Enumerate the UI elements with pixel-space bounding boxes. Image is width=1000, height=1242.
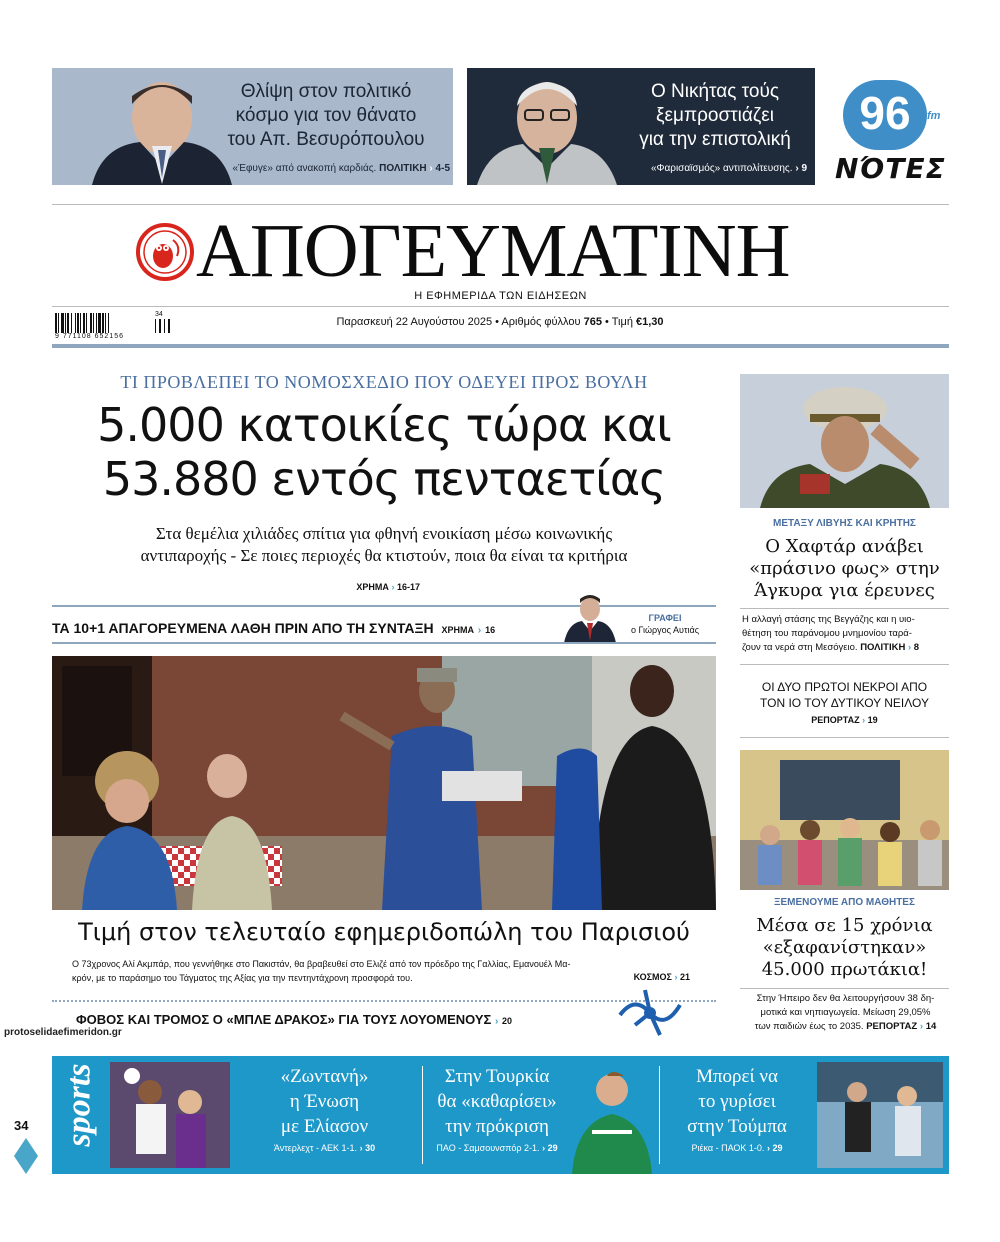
lead-pages: 16-17	[396, 582, 420, 592]
side2-headline[interactable]	[740, 679, 949, 711]
strip1[interactable]	[52, 620, 495, 636]
sport-title-line: θα «καθαρίσει»	[437, 1091, 557, 1112]
radio-name: ΝΌΤΕΣ	[835, 152, 946, 185]
paris-body-line: κρόν, με το παράσημο του Τάγματος της Αξίας για την πεντηντάχρονη προσφορά του.	[72, 973, 413, 983]
barcode-bar	[159, 319, 161, 333]
barcode-bar	[98, 313, 101, 333]
promo-pages: 9	[801, 163, 807, 174]
sports-photo-paok	[817, 1062, 943, 1168]
barcode-bar	[96, 313, 97, 333]
promo-sub: «Φαρισαϊσμός» αντιπολίτευσης.	[650, 163, 793, 174]
divider	[52, 306, 949, 307]
sport-item-paok[interactable]	[662, 1064, 812, 1153]
lead-deck	[52, 523, 716, 567]
barcode-bar	[83, 313, 85, 333]
side3-headline-line: Μέσα σε 15 χρόνια	[756, 915, 933, 936]
promo-title-line: κόσμο για τον θάνατο	[235, 105, 417, 126]
owl-emblem-icon	[135, 222, 195, 282]
lead-headline-line: 5.000 κατοικίες τώρα και	[97, 398, 671, 452]
sport-score: Άντερλεχτ - ΑΕΚ 1-1.	[273, 1143, 358, 1153]
sport-score: Ριέκα - ΠΑΟΚ 1-0.	[691, 1143, 765, 1153]
side1-body-line: Η αλλαγή στάσης της Βεγγάζης και η υιο-	[742, 614, 915, 625]
paris-body-line: Ο 73χρονος Αλί Ακμπάρ, που γεννήθηκε στο Πακιστάν, θα βραβευθεί στο Ελιζέ από τον πρόεδρο της Γαλλίας, Εμανουέλ Μα-	[72, 959, 571, 969]
lead-ref[interactable]	[300, 582, 420, 592]
author-photo	[560, 593, 620, 643]
sports-band	[52, 1056, 949, 1174]
masthead-title: ΑΠΟΓΕΥΜΑΤΙΝΗ	[196, 209, 790, 293]
barcode-bar	[90, 313, 92, 333]
issue-number: 765	[583, 316, 602, 328]
paris-headline[interactable]: Τιμή στον τελευταίο εφημεριδοπώλη του Παρισιού	[78, 918, 690, 946]
arrow-icon: ›	[391, 582, 395, 592]
strip2-page: 20	[501, 1016, 512, 1026]
price-label: • Τιμή	[605, 316, 633, 328]
sport-page: 30	[365, 1143, 376, 1153]
barcode-bar	[164, 319, 165, 333]
promo-title-line: Ο Νικήτας τούς	[650, 81, 780, 102]
dateline	[300, 316, 700, 328]
side2-headline-line: ΟΙ ΔΥΟ ΠΡΩΤΟΙ ΝΕΚΡΟΙ ΑΠΟ	[761, 680, 928, 694]
sport-title-line: Στην Τουρκία	[444, 1066, 550, 1087]
watermark: protoselidaefimeridon.gr	[4, 1027, 122, 1038]
arrow-icon: ›	[766, 1143, 770, 1153]
sport-item-aek[interactable]	[237, 1064, 412, 1153]
strip1-section: ΧΡΗΜΑ	[441, 625, 474, 635]
side2-headline-line: ΤΟΝ ΙΟ ΤΟΥ ΔΥΤΙΚΟΥ ΝΕΙΛΟΥ	[760, 696, 929, 710]
barcode-bar	[77, 313, 79, 333]
barcode-number: 9 771108 652156	[55, 333, 124, 340]
arrow-icon: ›	[359, 1143, 363, 1153]
lead-section: ΧΡΗΜΑ	[356, 582, 389, 592]
sport-title-line: με Ελίασον	[280, 1116, 369, 1137]
barcode-bar	[67, 313, 69, 333]
side2-page: 19	[867, 715, 878, 725]
strip1-page: 16	[485, 625, 496, 635]
paris-page: 21	[679, 972, 690, 982]
arrow-icon: ›	[795, 163, 799, 174]
side1-section: ΠΟΛΙΤΙΚΗ	[860, 642, 906, 653]
barcode-addon: 34	[155, 311, 163, 318]
arrow-icon: ›	[542, 1143, 546, 1153]
school-photo	[740, 750, 949, 890]
lead-headline[interactable]	[52, 398, 716, 506]
side3-page: 14	[925, 1021, 937, 1032]
side1-headline[interactable]	[740, 536, 949, 602]
promo-vesyropoulos[interactable]	[52, 68, 453, 185]
side2-ref[interactable]	[740, 715, 949, 725]
side3-section: ΡΕΠΟΡΤΑΖ	[866, 1021, 918, 1032]
divider	[659, 1066, 660, 1164]
strip2[interactable]	[76, 1012, 512, 1027]
blue-rule	[52, 344, 949, 348]
divider	[52, 642, 716, 644]
promo-title-line: Θλίψη στον πολιτικό	[240, 81, 412, 102]
portrait-photo-nikitas	[477, 72, 617, 185]
promo-title-line: ξεμπροστιάζει	[656, 105, 774, 126]
paris-ref[interactable]	[580, 972, 690, 982]
haftar-photo	[740, 374, 949, 508]
sport-page: 29	[772, 1143, 783, 1153]
sport-score: ΠΑΟ - Σαμσουνσπόρ 2-1.	[436, 1143, 540, 1153]
side3-body-line	[742, 1020, 949, 1034]
sports-photo-pao	[562, 1062, 662, 1174]
blue-dragon-icon	[615, 985, 685, 1045]
sport-title-line: το γυρίσει	[698, 1091, 776, 1112]
sport-title-line: η Ένωση	[289, 1091, 360, 1112]
lead-deck-line: αντιπαροχής - Σε ποιες περιοχές θα κτιστούν, ποια θα είναι τα κριτήρια	[140, 546, 628, 565]
side3-kicker: ΞΕΜΕΝΟΥΜΕ ΑΠΟ ΜΑΘΗΤΕΣ	[774, 897, 915, 908]
barcode-bar	[168, 319, 170, 333]
diamond-icon	[14, 1138, 38, 1174]
strip1-author: ο Γιώργος Αυτιάς	[630, 625, 700, 635]
sport-page: 29	[547, 1143, 558, 1153]
masthead-tagline: Η ΕΦΗΜΕΡΙΔΑ ΤΩΝ ΕΙΔΗΣΕΩΝ	[414, 290, 587, 302]
side3-body	[742, 992, 949, 1034]
radio-logo[interactable]	[835, 80, 955, 190]
strip1-text: ΤΑ 10+1 ΑΠΑΓΟΡΕΥΜΕΝΑ ΛΑΘΗ ΠΡΙΝ ΑΠΟ ΤΗ ΣΥΝΤΑΞΗ	[52, 620, 434, 636]
side1-headline-line: «πράσινο φως» στην	[749, 558, 940, 579]
promo-title-line: για την επιστολική	[639, 129, 791, 150]
strip1-writes: ΓΡΑΦΕΙ	[648, 613, 682, 623]
paris-section: ΚΟΣΜΟΣ	[633, 972, 672, 982]
side3-headline-line: «εξαφανίστηκαν»	[762, 937, 927, 958]
barcode-bar	[58, 313, 59, 333]
promo-title-line: του Απ. Βεσυρόπουλου	[227, 129, 425, 150]
school-photo-illustration	[740, 750, 949, 890]
paris-photo-illustration	[52, 656, 716, 910]
divider	[740, 608, 949, 609]
arrow-icon: ›	[429, 163, 433, 174]
strip2-text: ΦΟΒΟΣ ΚΑΙ ΤΡΟΜΟΣ Ο «ΜΠΛΕ ΔΡΑΚΟΣ» ΓΙΑ ΤΟΥΣ ΛΟΥΟΜΕΝΟΥΣ	[76, 1012, 492, 1027]
arrow-icon: ›	[907, 642, 912, 653]
sport-title-line: «Ζωντανή»	[280, 1066, 369, 1087]
barcode-bar	[86, 313, 87, 333]
barcode-bar	[108, 313, 109, 333]
promo-nikitas[interactable]	[467, 68, 815, 185]
lead-kicker: ΤΙ ΠΡΟΒΛΕΠΕΙ ΤΟ ΝΟΜΟΣΧΕΔΙΟ ΠΟΥ ΟΔΕΥΕΙ ΠΡΟΣ ΒΟΥΛΗ	[120, 372, 648, 392]
side1-kicker: ΜΕΤΑΞΥ ΛΙΒΥΗΣ ΚΑΙ ΚΡΗΤΗΣ	[773, 518, 916, 529]
divider	[740, 988, 949, 989]
side1-page: 8	[913, 642, 920, 653]
sport-title-line: στην Τούμπα	[687, 1116, 787, 1137]
barcode-bar	[155, 319, 156, 333]
arrow-icon: ›	[862, 715, 866, 725]
paris-photo	[52, 656, 716, 910]
side3-body-line: Στην Ήπειρο δεν θα λειτουργήσουν 38 δη-	[756, 993, 935, 1004]
lead-headline-line: 53.880 εντός πενταετίας	[102, 452, 666, 506]
side1-body	[742, 613, 949, 655]
barcode-bar	[105, 313, 106, 333]
side3-headline-line: 45.000 πρωτάκια!	[761, 959, 928, 980]
divider	[740, 664, 949, 665]
dateline-date: Παρασκευή 22 Αυγούστου 2025 • Αριθμός φύλλου	[336, 316, 581, 328]
barcode-bar	[55, 313, 57, 333]
lead-deck-line: Στα θεμέλια χιλιάδες σπίτια για φθηνή ενοικίαση μέσω κοινωνικής	[155, 524, 613, 543]
promo-pages: 4-5	[435, 163, 450, 174]
barcode-bar	[102, 313, 104, 333]
barcode-bar	[61, 313, 64, 333]
side1-headline-line: Άγκυρα για έρευνες	[754, 580, 935, 601]
promo-sub: «Έφυγε» από ανακοπή καρδιάς.	[232, 163, 377, 174]
sports-label: sports	[60, 1063, 98, 1147]
haftar-photo-illustration	[740, 374, 949, 508]
arrow-icon: ›	[674, 972, 678, 982]
radio-suffix: fm	[927, 110, 941, 122]
side3-headline[interactable]	[740, 915, 949, 981]
price: €1,30	[636, 316, 664, 328]
side1-body-line	[742, 641, 949, 655]
barcode-bar	[71, 313, 72, 333]
side1-headline-line: Ο Χαφτάρ ανάβει	[765, 536, 924, 557]
side1-body-text: ζουν τα νερά στη Μεσόγειο.	[742, 642, 858, 653]
promo-section: ΠΟΛΙΤΙΚΗ	[379, 163, 427, 174]
arrow-icon: ›	[477, 625, 482, 636]
sports-photo-aek	[110, 1062, 230, 1168]
radio-number: 96	[859, 87, 911, 139]
side3-body-line: μοτικά και νηπιαγωγεία. Μείωση 29,05%	[760, 1007, 931, 1018]
divider	[740, 737, 949, 738]
sport-title-line: Μπορεί να	[696, 1066, 778, 1087]
barcode-bar	[65, 313, 66, 333]
arrow-icon: ›	[494, 1016, 499, 1027]
arrow-icon: ›	[919, 1021, 924, 1032]
page-number: 34	[14, 1118, 29, 1133]
side1-body-line: θέτηση του παράνομου μνημονίου ταρά-	[742, 628, 912, 639]
sport-title-line: την πρόκριση	[445, 1116, 549, 1137]
barcode-bar	[93, 313, 94, 333]
divider	[52, 204, 949, 205]
side3-body-text: των παιδιών έως το 2035.	[754, 1021, 864, 1032]
barcode-bar	[75, 313, 76, 333]
side2-section: ΡΕΠΟΡΤΑΖ	[811, 715, 860, 725]
barcode-bar	[80, 313, 81, 333]
